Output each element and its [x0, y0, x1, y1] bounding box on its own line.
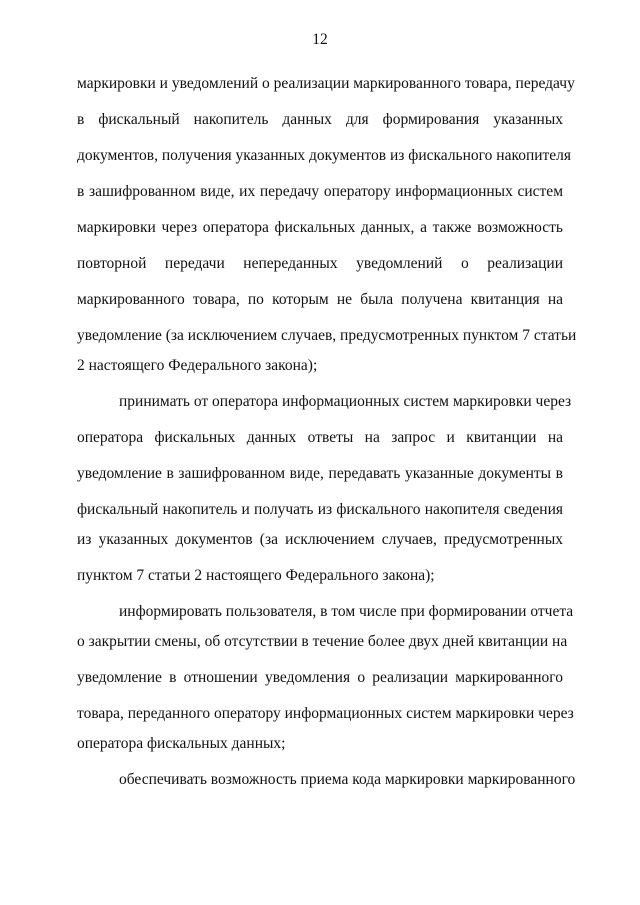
text-line: принимать от оператора информационных систем маркировки через — [119, 393, 572, 410]
text-line: маркировки через оператора фискальных данных, а также возможность — [77, 219, 563, 236]
text-line: из указанных документов (за исключением случаев, предусмотренных — [77, 531, 563, 548]
text-line: 2 настоящего Федерального закона); — [77, 357, 318, 374]
text-line: товара, переданного оператору информационных систем маркировки через — [77, 705, 574, 722]
text-line: уведомление (за исключением случаев, предусмотренных пунктом 7 статьи — [77, 327, 577, 344]
text-line: маркировки и уведомлений о реализации маркированного товара, передачу — [77, 75, 575, 92]
text-line: уведомление в зашифрованном виде, передавать указанные документы в — [77, 465, 563, 482]
text-line: о закрытии смены, об отсутствии в течение более двух дней квитанции на — [77, 633, 568, 650]
text-line: оператора фискальных данных; — [77, 735, 286, 752]
text-line: повторной передачи непереданных уведомлений о реализации — [77, 255, 563, 272]
text-line: фискальный накопитель и получать из фискального накопителя сведения — [77, 501, 563, 518]
text-line: в зашифрованном виде, их передачу оператору информационных систем — [77, 183, 563, 200]
text-line: информировать пользователя, в том числе при формировании отчета — [119, 603, 574, 620]
text-line: уведомление в отношении уведомления о реализации маркированного — [77, 669, 563, 686]
text-line: в фискальный накопитель данных для формирования указанных — [77, 111, 563, 128]
page-number: 12 — [312, 31, 328, 48]
text-line: оператора фискальных данных ответы на запрос и квитанции на — [77, 429, 563, 446]
text-line: обеспечивать возможность приема кода маркировки маркированного — [119, 771, 576, 788]
text-line: маркированного товара, по которым не была получена квитанция на — [77, 291, 563, 308]
text-line: пунктом 7 статьи 2 настоящего Федерального закона); — [77, 567, 435, 584]
text-line: документов, получения указанных документов из фискального накопителя — [77, 147, 572, 164]
